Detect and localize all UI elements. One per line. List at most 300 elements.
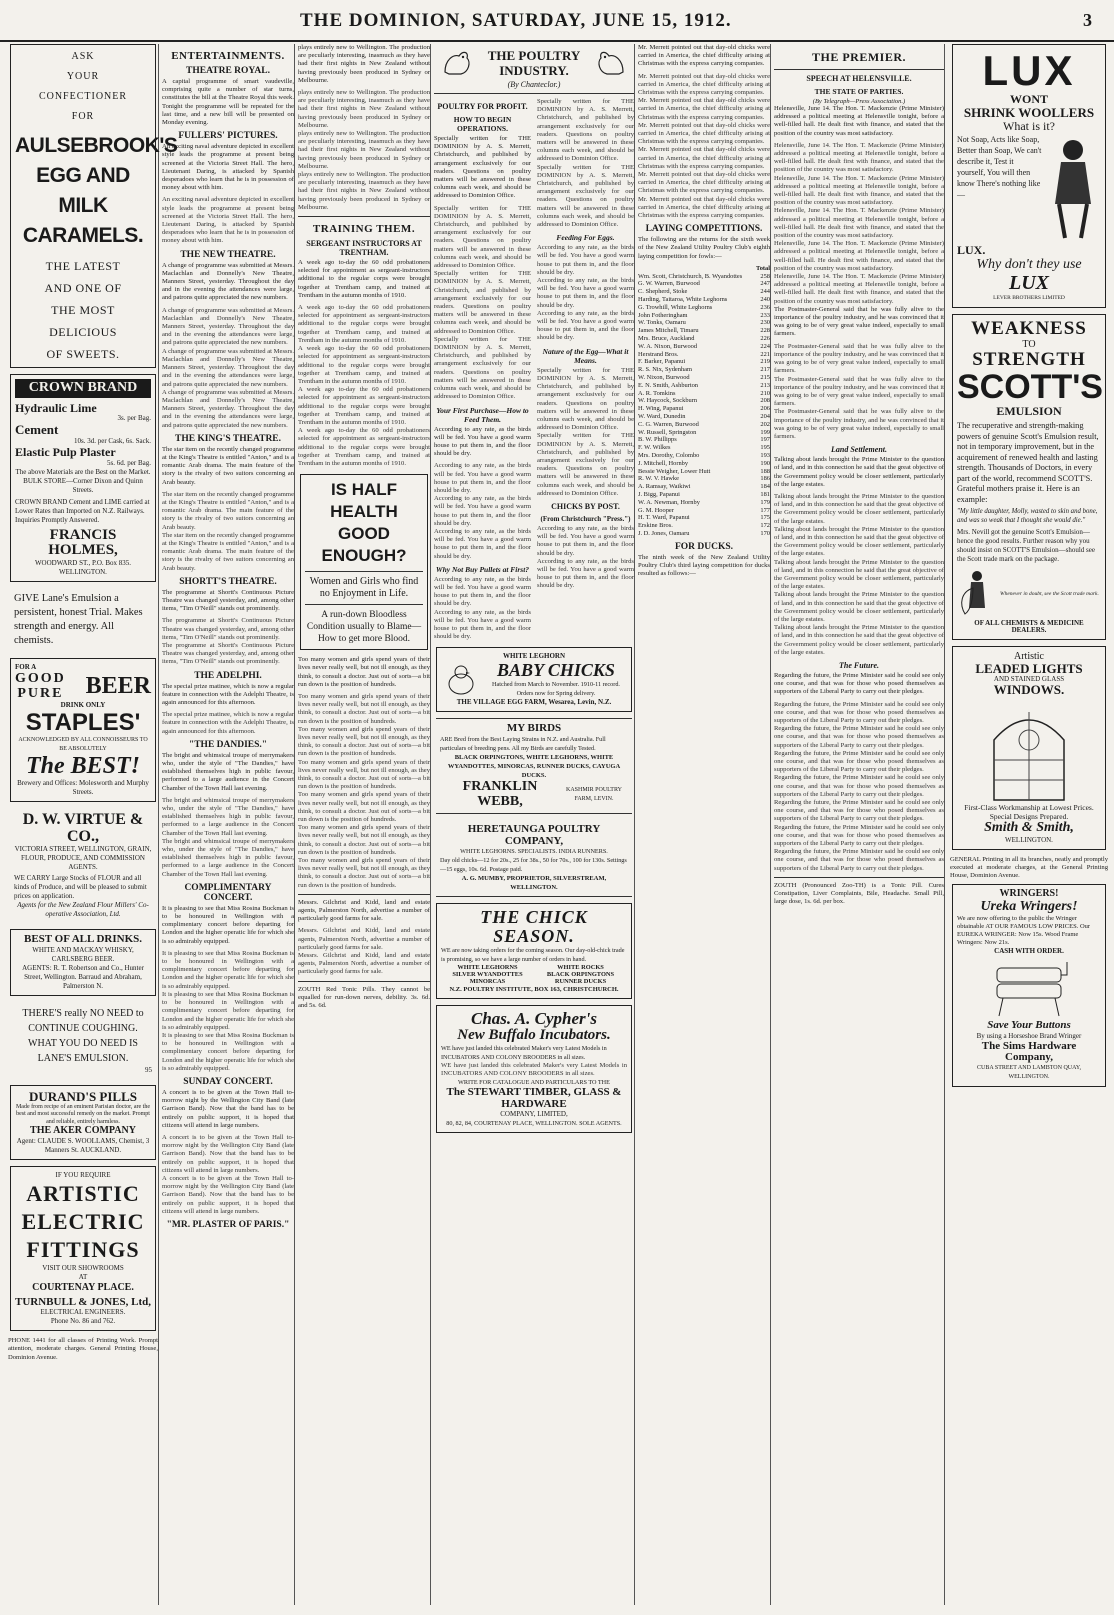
article-paragraph: According to any rate, as the birds will be fed. You have a good warm house to put them in, and the floor should be dry. [537, 524, 634, 557]
laying-result-row [638, 468, 770, 476]
ad-line: WRITE FOR CATALOGUE AND PARTICULARS TO THE [458, 1079, 610, 1087]
entrant-name: H. Wing, Papanui [638, 405, 684, 413]
entrant-name: B. W. Phillipps [638, 436, 677, 444]
article-paragraph: Helensville, June 14. The Hon. T. Mackenzie (Prime Minister) addressed a political meeting at Helensville tonight, before a well-filled hall. He dealt first with finance, and stated that the position of the country was most satisfactory. [774, 174, 944, 207]
laying-result-row [638, 351, 770, 359]
ad-headline: WRINGERS! [999, 888, 1059, 900]
breed-item: SILVER WYANDOTTES [452, 971, 523, 979]
article-paragraph: A week ago to-day the 60 odd probationers selected for appointment as sergeant-instructors additional to the regular corps were brought together at Trentham camp, and trained at Trentham in the autumn months of 1910. [298, 386, 430, 426]
article-paragraph: The special prize matinee, which is now a regular feature in connection with the Adelphi Theatre, is again announced for this afternoon. [162, 682, 294, 706]
article-paragraph: A change of programme was submitted at Messrs. Maclachlan and Donnelly's New Theatre, Manners Street, yesterday. Throughout the day and in the evening the attendances were large, and patrons quite appreciated the new numbers. [162, 388, 294, 429]
column-poultry-cont [638, 44, 771, 1605]
laying-result-row [638, 366, 770, 374]
entrant-name: Herstrand Bros. [638, 350, 679, 358]
article-paragraph: The bright and whimsical troupe of merrymakers who, under the style of "The Dandies," have established themselves high in public favour, performed to a large audience in the Concert Chamber of the Town Hall last evening. [162, 796, 294, 837]
laying-result-row [638, 382, 770, 390]
page-number: 3 [1083, 10, 1092, 30]
ad-headline: The BEST! [25, 752, 141, 779]
article-paragraph: Regarding the future, the Prime Minister said he could see only one course, and that was for those who posed themselves as supporters of the Liberal Party to carry out their pledges. [774, 823, 944, 848]
baby-chicks-ad [436, 647, 632, 712]
ad-headline: BEST OF ALL DRINKS. [24, 933, 142, 946]
breed-item: RUNNER DUCKS [554, 978, 607, 986]
laying-result-row [638, 499, 770, 507]
advertiser-address: WOODWARD ST., P.O. Box 835. WELLINGTON. [34, 559, 132, 577]
laying-result-row [638, 335, 770, 343]
advertiser-address: KASHMIR POULTRY FARM, LEVIN. [566, 786, 622, 802]
breed-item: BLACK ORPINGTONS [546, 971, 615, 979]
ad-body: The recuperative and strength-making powers of genuine Scott's Emulsion result, not in temporary improvement, but in the acquirement of renewed health and lasting strength. Thousands of Doctors, in every part of the world, recommend SCOTT'S. Grateful mothers praise it. Here is an example: [957, 421, 1099, 504]
electric-fittings-ad [10, 1166, 156, 1332]
article-paragraph: Regarding the future, the Prime Minister said he could see only one course, and that was for those who posed themselves as supporters of the Liberal Party to carry out their pledges. [774, 700, 944, 725]
ad-body: WE are now taking orders for the coming season. Our day-old-chick trade is promising, so we have a large number of orders in hand. [441, 947, 625, 964]
laying-result-row [638, 319, 770, 327]
ad-body: Mrs. Nevill got the genuine Scott's Emulsion—hence the good results. Further reason why you should insist on SCOTT'S Emulsion—should see the Scott trade mark on the package. [957, 528, 1095, 564]
entrant-total: 226 [760, 335, 770, 343]
ad-line: LANE'S EMULSION. [37, 1052, 129, 1064]
ad-headline: New Buffalo Incubators. [457, 1026, 611, 1043]
divider [298, 894, 430, 895]
subheading: FULLERS' PICTURES. [178, 131, 278, 142]
article-paragraph: The Postmaster-General said that he was fully alive to the importance of the poultry industry, and he was convinced that it was going to be of very great value indeed, especially to small farmers. [774, 375, 944, 408]
laying-result-row [638, 413, 770, 421]
virtue-ad [10, 808, 156, 924]
ad-note: The above Materials are the Best on the Market. [15, 467, 151, 476]
subheading: (By Telegraph—Press Association.) [812, 98, 906, 105]
subheading: "MR. PLASTER OF PARIS." [166, 1219, 290, 1230]
article-paragraph: The Postmaster-General said that he was fully alive to the importance of the poultry industry, and he was convinced that it was going to be of very great value indeed, especially to small farmers. [774, 305, 944, 338]
ad-line: LEVER BROTHERS LIMITED [993, 294, 1065, 301]
subheading: SHORTT'S THEATRE. [179, 576, 277, 587]
aulsebrook-ad [10, 44, 178, 368]
laying-result-row [638, 288, 770, 296]
entrant-total: 228 [760, 327, 770, 335]
article-paragraph: Regarding the future, the Prime Minister said he could see only one course, and that was for those who posed themselves as supporters of the Liberal Party to carry out their pledges. [774, 774, 944, 798]
section-heading: TRAINING THEM. [312, 223, 416, 236]
laying-result-row [638, 390, 770, 398]
ad-headline: WEAKNESS [971, 317, 1087, 339]
breed-item: WHITE LEGHORNS [457, 964, 518, 972]
entrant-total: 179 [760, 498, 770, 506]
laying-result-row [638, 530, 770, 538]
laying-result-row [638, 405, 770, 413]
article-paragraph: plays entirely new to Wellington. The production are peculiarly interesting, inasmuch as they have had their first nights in New Zealand without having previously been produced in Sydney or Melbourne. [298, 130, 430, 170]
subheading: Your First Purchase—How to Feed Them. [436, 405, 529, 424]
entrant-name: A. Ramsay, Waikiwi [638, 483, 691, 491]
article-paragraph: A concert is to be given at the Town Hall to-morrow night by the Wellington City Band (late Garrison Band). Now that the band has to be entirely on public support, it is hoped that citizens will attend in large numbers. [162, 1174, 294, 1215]
subheading: SPEECH AT HELENSVILLE. [806, 74, 912, 83]
ad-note: Whenever in doubt, see the Scott trade mark. [1000, 590, 1099, 597]
section-heading: THE POULTRY INDUSTRY. [487, 48, 581, 78]
ad-line: DRINK ONLY [60, 701, 106, 710]
laying-result-row [638, 312, 770, 320]
printing-notice: PHONE 1441 for all classes of Printing Work. Prompt attention, moderate charges. General Printing House, Dominion Avenue. [8, 1337, 158, 1361]
article-paragraph: The star item on the recently changed programme at the King's Theatre is entitled "Anton," and is a romantic Arab drama. The main feature of the story is the rivalry of two suitors concerning an Arab beauty. [162, 445, 294, 486]
article-paragraph: Talking about lands brought the Prime Minister to the question of land, and in this connection he said that the great objective of the Government policy would be closer settlement, particularly of the large estates. [774, 525, 944, 558]
entrant-total: 206 [760, 405, 770, 413]
ad-line: By using a Horseshoe Brand Wringer [976, 1031, 1082, 1040]
article-paragraph: Too many women and girls spend years of their lives never really well, but not ill enough, as they think, to consult a doctor. Just out of sorts—a bit run down is the position of hundreds. [298, 692, 430, 725]
product-price: 5s. 6d. per Bag. [107, 458, 151, 467]
laying-result-row [638, 343, 770, 351]
ad-line: What is it? [1003, 119, 1055, 134]
entrant-name: Erskine Bros. [638, 522, 673, 530]
wringer-illustration-icon [989, 958, 1069, 1018]
laying-result-row [638, 460, 770, 468]
article-paragraph: The star item on the recently changed programme at the King's Theatre is entitled "Anton," and is a romantic Arab drama. The main feature of the story is the rivalry of two suitors concerning an Arab beauty. [162, 531, 294, 572]
subheading: THE ADELPHI. [194, 670, 262, 681]
laying-result-row [638, 491, 770, 499]
entrant-total: 195 [760, 444, 770, 452]
ad-line: WHITE AND MACKAY WHISKY, [32, 945, 134, 954]
article-paragraph: Mr. Merrett pointed out that day-old chicks were carried in America, the chief difficulty arising at Christmas with the express carrying companies. [638, 195, 770, 220]
sims-wringer-ad [952, 884, 1106, 1087]
article-paragraph: Messrs. Gilchrist and Kidd, land and estate agents, Palmerston North, advertise a number of particularly good farms for sale. [298, 898, 430, 923]
entrant-total: 258 [760, 272, 770, 280]
ad-line: YOUR [66, 71, 100, 82]
entrant-name: F. Barker, Papanui [638, 358, 686, 366]
ad-line: CONFECTIONER [38, 91, 128, 102]
ad-line: First-Class Workmanship at Lowest Prices. [964, 803, 1094, 813]
stained-glass-window-icon [984, 700, 1074, 800]
article-paragraph: Specially written for THE DOMINION by A. S. Merrett, Christchurch, and published by arrangement exclusively for our readers. Questions on poultry matters will be answered in these columns each week, and should be addressed to Dominion Office. [434, 270, 531, 335]
article-paragraph: According to any rate, as the birds will be fed. You have a good warm house to put them in, and the floor should be dry. [434, 495, 531, 527]
laying-result-row [638, 358, 770, 366]
article-paragraph: Specially written for THE DOMINION by A. S. Merrett, Christchurch, and published by arrangement exclusively for our readers. Questions on poultry matters will be answered in these columns each week, and should be addressed to Dominion Office. [537, 98, 634, 163]
article-paragraph: An exciting naval adventure depicted in excellent style leads the programme at present being screened at the Victoria Street Hall. The hero, Lieutenant Daring, is attacked by Spanish desperadoes who learn that he is in possession of money about with him. [162, 196, 294, 245]
product-name: Cement [15, 422, 59, 438]
advertiser-address: Agent: CLAUDE S. WOOLLAMS, Chemist, 3 Manners St. AUCKLAND. [16, 1136, 150, 1154]
article-paragraph: According to any rate, as the birds will be fed. You have a good warm house to put them in, and the floor should be dry. [434, 462, 531, 494]
laying-result-row [638, 280, 770, 288]
ad-line: CASH WITH ORDER. [994, 947, 1064, 956]
article-paragraph: Specially written for THE DOMINION by A. S. Merrett, Christchurch, and published by arrangement exclusively for our readers. Questions on poultry matters will be answered in these columns each week, and should be addressed to Dominion Office. [434, 135, 531, 200]
ad-line: IF YOU REQUIRE [55, 1170, 111, 1179]
entrant-name: W. Haycock, Sockburn [638, 397, 698, 405]
article-paragraph: Too many women and girls spend years of their lives never really well, but not ill enough, as they think, to consult a doctor. Just out of sorts—a bit run down is the position of hundreds. [298, 725, 430, 758]
article-paragraph: According to any rate, as the birds will be fed. You have a good warm house to put them in, and the floor should be dry. [434, 575, 531, 608]
article-paragraph: Talking about lands brought the Prime Minister to the question of land, and in this connection he said that the great objective of the Government policy would be closer settlement, particularly of the large estates. [774, 591, 944, 623]
ad-headline: GOOD ENOUGH? [321, 524, 407, 566]
column-advertisements-left [8, 44, 178, 1605]
entrant-name: Mrs. Bruce, Auckland [638, 335, 695, 343]
subheading: POULTRY FOR PROFIT. [437, 102, 528, 111]
advertiser-address: 80, 82, 84, COURTENAY PLACE, WELLINGTON. SOLE AGENTS. [446, 1120, 622, 1128]
my-birds-ad [436, 718, 632, 814]
ad-line: ASK [71, 51, 95, 62]
ad-line: FOR [71, 111, 95, 122]
entrant-total: 172 [760, 522, 770, 530]
entrant-name: C. Shepherd, Stoke [638, 288, 688, 296]
article-paragraph: Mr. Merrett pointed out that day-old chicks were carried in America, the chief difficulty arising at Christmas with the express carrying companies. [638, 72, 770, 97]
entrant-total: 177 [760, 506, 770, 514]
ad-headline: LUX [1009, 271, 1049, 294]
ad-quote: "My little daughter, Molly, wasted to skin and bone, and was so weak that I thought she would die." [957, 508, 1098, 524]
coughing-ad [10, 1002, 156, 1079]
ad-line: Phone No. 86 and 762. [50, 1317, 116, 1326]
ad-line: Artistic [1014, 650, 1044, 662]
lux-ad [952, 44, 1106, 308]
ad-headline: WINDOWS. [993, 682, 1065, 698]
ad-line: THE MOST [51, 303, 115, 317]
entrant-total: 244 [760, 288, 770, 296]
ad-line: LUX. [957, 243, 986, 258]
entrant-name: H. T. Ward, Papanui [638, 514, 690, 522]
article-paragraph: The Postmaster-General said that he was fully alive to the importance of the poultry industry, and he was convinced that it was going to be of very great value indeed, especially to small farmers. [774, 342, 944, 375]
leaded-lights-ad [952, 646, 1106, 850]
entrant-total: 247 [760, 280, 770, 288]
breed-item: MINORCAS [469, 978, 506, 986]
laying-result-row [638, 436, 770, 444]
entrant-name: F. W. Wilkes [638, 444, 671, 452]
laying-result-row [638, 514, 770, 522]
entrant-name: W. Russell, Springston [638, 428, 697, 436]
advertiser-name: D. W. VIRTUE & CO., [22, 810, 144, 845]
heretaunga-ad [436, 820, 632, 897]
ad-line: AND ONE OF [44, 281, 122, 295]
article-paragraph: A week ago to-day the 60 odd probationers selected for appointment as sergeant-instructors additional to the regular corps were brought together at Trentham camp, and trained at Trentham in the autumn months of 1910. [298, 304, 430, 344]
masthead [0, 0, 1114, 42]
ad-body: AGENTS: R. T. Robertson and Co., Hunter Street, Wellington. Barraud and Abraham, Palmerston N. [22, 963, 144, 990]
article-paragraph: Specially written for THE DOMINION by A. S. Merrett, Christchurch, and published by arrangement exclusively for our readers. Questions on poultry matters will be answered in these columns each week, and should be addressed to Dominion Office. [537, 163, 634, 229]
entrant-total: 221 [760, 350, 770, 358]
entrant-total: 224 [760, 342, 770, 350]
article-paragraph: It is pleasing to see that Miss Rosina Buckman is to be honoured in Wellington with a complimentary concert before departing for London and the higher operatic life for which she is so admirably equipped. [162, 990, 294, 1031]
entrant-total: 217 [760, 366, 770, 374]
column-entertainments-cont [298, 44, 431, 1605]
entrant-name: W. Tonks, Oamaru [638, 319, 686, 327]
laying-result-row [638, 304, 770, 312]
entrant-total: 236 [760, 303, 770, 311]
article-paragraph: The ninth week of the New Zealand Utility Poultry Club's third laying competition for ducks resulted as follows:— [638, 553, 770, 578]
article-paragraph: The star item on the recently changed programme at the King's Theatre is entitled "Anton," and is a romantic Arab drama. The main feature of the story is the rivalry of two suitors concerning an Arab beauty. [162, 490, 294, 531]
article-paragraph: The bright and whimsical troupe of merrymakers who, under the style of "The Dandies," have established themselves high in public favour, performed to a large audience in the Concert Chamber of the Town Hall last evening. [162, 751, 294, 792]
divider [298, 216, 430, 217]
product-name: Elastic Pulp Plaster [15, 444, 116, 459]
entrant-name: Wm. Scott, Christchurch, B. Wyandottes [638, 272, 743, 280]
article-paragraph: Regarding the future, the Prime Minister said he could see only one course, and that was for those who posed themselves as supporters of the Liberal Party to carry out their pledges. [774, 848, 944, 872]
entrant-name: A. R. Tomkins [638, 389, 676, 397]
advertiser-address: CUBA STREET AND LAMBTON QUAY, WELLINGTON. [977, 1064, 1081, 1080]
laying-result-row [638, 429, 770, 437]
article-paragraph: plays entirely new to Wellington. The production are peculiarly interesting, inasmuch as they have had their first nights in New Zealand without having previously been produced in Sydney or Melbourne. [298, 171, 430, 211]
ad-body: Not Soap, Acts like Soap, Better than Soap, We can't describe it, Test it yourself, You will then know There's nothing like— [957, 135, 1042, 200]
stats-header-total: Total [756, 264, 770, 272]
column-poultry [434, 44, 635, 1605]
entrant-name: J. D. Jones, Oamaru [638, 529, 690, 537]
ad-headline: DURAND'S PILLS [29, 1088, 137, 1104]
ad-line: SHRINK WOOLLERS [963, 104, 1095, 120]
ad-body: WE CARRY Large Stocks of FLOUR and all kinds of Produce, and will be pleased to submit prices on application. [14, 874, 147, 901]
entrant-name: G. W. Warren, Burwood [638, 280, 700, 288]
ad-body: We are now offering to the public the Wringer obtainable AT OUR FAMOUS LOW PRICES. Our EUREKA WRINGER: Now 15s. Wood Frame Wringers: Now 21s. [957, 914, 1091, 947]
subheading: FOR DUCKS. [674, 541, 734, 552]
ad-subheading: A run-down Bloodless Condition usually to Blame—How to get more Blood. [306, 610, 422, 645]
entrant-name: W. A. Newman, Hornby [638, 498, 700, 506]
article-paragraph: Too many women and girls spend years of their lives never really well, but not ill enough, as they think, to consult a doctor. Just out of sorts—a bit run down is the position of hundreds. [298, 824, 430, 856]
ad-line: WHITE LEGHORNS. SPECIALISTS. INDIA RUNNERS. [460, 848, 608, 856]
article-paragraph: According to any rate, as the birds will be fed. You have a good warm house to put them in, and the floor should be dry. [537, 277, 634, 309]
entrant-name: R. S. Nix, Sydenham [638, 366, 692, 374]
laying-result-row [638, 397, 770, 405]
article-paragraph: Talking about lands brought the Prime Minister to the question of land, and in this connection he said that the great objective of the Government policy would be closer settlement, particularly of the large estates. [774, 492, 944, 525]
article-paragraph: Regarding the future, the Prime Minister said he could see only one course, and that was for those who posed themselves as supporters of the Liberal Party to carry out their pledges. [774, 672, 944, 696]
ad-headline: IS HALF HEALTH [330, 480, 398, 522]
advertiser-address: VICTORIA STREET, WELLINGTON, GRAIN, FLOUR, PRODUCE, AND COMMISSION AGENTS. [14, 845, 152, 872]
divider [434, 93, 634, 94]
column-entertainments [162, 44, 295, 1605]
ad-headline: EGG AND MILK [36, 164, 130, 217]
article-paragraph: The special prize matinee, which is now a regular feature in connection with the Adelphi Theatre, is again announced for this afternoon. [162, 711, 294, 735]
divider [305, 571, 423, 572]
ad-body: ARE Bred from the Best Laying Strains in N.Z. and Australia. Full particulars of breeding pens. All my Birds are carefully Tested. [440, 735, 606, 752]
ad-line: OF SWEETS. [46, 347, 120, 361]
ad-headline: SCOTT'S [957, 367, 1103, 406]
laying-result-row [638, 374, 770, 382]
entrant-total: 175 [760, 514, 770, 522]
entrant-total: 219 [760, 358, 770, 366]
fisherman-trademark-icon [957, 568, 997, 620]
article-paragraph: The programme at Shortt's Continuous Picture Theatre was changed yesterday, and, among other items, "Tim O'Neill" stands out prominently. [162, 588, 294, 613]
breed-item: WHITE ROCKS [557, 964, 604, 972]
subheading: THE STATE OF PARTIES. [814, 87, 904, 96]
ad-line: COMPANY, LIMITED, [500, 1110, 568, 1119]
ad-headline: ELECTRIC [21, 1208, 145, 1234]
drinks-ad [10, 929, 156, 996]
laying-result-row [638, 507, 770, 515]
article-paragraph: An exciting naval adventure depicted in excellent style leads the programme at present being screened at the Victoria Street Hall. The hero, Lieutenant Daring, is attacked by Spanish desperadoes who learn that he is in possession of money about with him. [162, 143, 294, 192]
entrant-total: 184 [760, 483, 770, 491]
article-paragraph: A week ago to-day the 60 odd probationers selected for appointment as sergeant-instructors additional to the regular corps were brought together at Trentham camp, and trained at Trentham in the autumn months of 1910. [298, 345, 430, 385]
entrant-total: 208 [760, 397, 770, 405]
advertiser-name: FRANCIS HOLMES, [48, 526, 118, 559]
article-paragraph: According to any rate, as the birds will be fed. You have a good warm house to put them in, and the floor should be dry. [434, 527, 531, 560]
subheading: Why Not Buy Pullets at First? [435, 564, 530, 574]
entrant-total: 210 [760, 389, 770, 397]
advertiser-name: The STEWART TIMBER, GLASS & HARDWARE [446, 1086, 622, 1110]
ad-line: OF ALL CHEMISTS & MEDICINE DEALERS. [974, 619, 1084, 635]
ad-line: ELECTRICAL ENGINEERS. [40, 1308, 126, 1317]
ad-headline: BABY CHICKS [497, 660, 615, 681]
product-price: 3s. per Bag. [117, 414, 151, 423]
article-paragraph: Specially written for THE DOMINION by A. S. Merrett, Christchurch, and published by arrangement exclusively for our readers. Questions on poultry matters will be answered in these columns each week, and should be addressed to Dominion Office. [537, 366, 634, 432]
article-paragraph: According to any rate, as the birds will be fed. You have a good warm house to put them in, and the floor should be dry. [537, 309, 634, 342]
ad-body: Day old chicks—12 for 20s., 25 for 38s., 50 for 70s., 100 for 130s. Settings—15 eggs, 10s. 6d. Postage paid. [440, 857, 627, 874]
article-paragraph: Talking about lands brought the Prime Minister to the question of land, and in this connection he said that the great objective of the Government policy would be closer settlement, particularly of the large estates. [774, 624, 944, 656]
laying-result-row [638, 296, 770, 304]
subheading: Land Settlement. [831, 445, 887, 455]
printing-notice: GENERAL Printing in all its branches, neatly and promptly executed at moderate charges, at the General Printing House, Dominion Avenue. [950, 855, 1108, 880]
ad-headline: STRENGTH [972, 348, 1086, 370]
article-paragraph: Specially written for THE DOMINION by A. S. Merrett, Christchurch, and published by arrangement exclusively for our readers. Questions on poultry matters will be answered in these columns each week, and should be addressed to Dominion Office. [434, 335, 531, 401]
article-paragraph: A concert is to be given at the Town Hall to-morrow night by the Wellington City Band (late Garrison Band). Now that the band has to be entirely on public support, it is hoped that citizens will attend in large numbers. [162, 1088, 294, 1129]
product-name: Hydraulic Lime [15, 400, 97, 415]
article-paragraph: plays entirely new to Wellington. The production are peculiarly interesting, inasmuch as they have had their first nights in New Zealand without having previously been produced in Sydney or Melbourne. [298, 89, 430, 129]
article-paragraph: According to any rate, as the birds will be fed. You have a good warm house to put them in, and the floor should be dry. [434, 608, 531, 641]
article-paragraph: plays entirely new to Wellington. The production are peculiarly interesting, inasmuch as they have had their first nights in New Zealand without having previously been produced in Sydney or Melbourne. [298, 44, 430, 84]
ad-line: ACKNOWLEDGED BY ALL CONNOISSEURS TO BE ABSOLUTELY [18, 736, 148, 752]
entrant-name: C. G. Warren, Burwood [638, 420, 699, 428]
laying-result-row [638, 327, 770, 335]
article-paragraph: Specially written for THE DOMINION by A. S. Merrett, Christchurch, and published by arrangement exclusively for our readers. Questions on poultry matters will be answered in these columns each week, and should be addressed to Dominion Office. [434, 204, 531, 270]
advertiser-name: THE AKER COMPANY [30, 1125, 136, 1137]
entrant-total: 188 [760, 467, 770, 475]
article-paragraph: Too many women and girls spend years of their lives never really well, but not ill enough, as they think, to consult a doctor. Just out of sorts—a bit run down is the position of hundreds. [298, 656, 430, 688]
entrant-name: G. M. Hooper [638, 506, 674, 514]
article-paragraph: Too many women and girls spend years of their lives never really well, but not ill enough, as they think, to consult a doctor. Just out of sorts—a bit run down is the position of hundreds. [298, 791, 430, 823]
subheading: (From Christchurch "Press.") [540, 514, 631, 523]
ad-line: PURE [17, 685, 64, 701]
advertiser-address: WELLINGTON. [1005, 835, 1053, 844]
ad-headline: THE CHICK SEASON. [480, 907, 588, 947]
article-paragraph: Helensville, June 14. The Hon. T. Mackenzie (Prime Minister) addressed a political meeting at Helensville tonight, before a well-filled hall. He dealt first with finance, and stated that the position of the country was most satisfactory. [774, 273, 944, 305]
article-paragraph: A change of programme was submitted at Messrs. Maclachlan and Donnelly's New Theatre, Manners Street, yesterday. Throughout the day and in the evening the attendances were large, and patrons quite appreciated the new numbers. [162, 347, 294, 388]
entrant-name: W. A. Nixon, Burwood [638, 342, 698, 350]
crown-brand-title: CROWN BRAND [15, 379, 151, 398]
entrant-name: Harding, Taitaroa, White Leghorns [638, 296, 728, 304]
subheading: THEATRE ROYAL. [186, 66, 270, 76]
ad-line: AT [78, 1272, 88, 1281]
entrant-name: Mrs. Dorothy, Colombo [638, 452, 700, 459]
article-paragraph: Regarding the future, the Prime Minister said he could see only one course, and that was for those who posed themselves as supporters of the Liberal Party to carry out their pledges. [774, 799, 944, 823]
article-paragraph: A capital programme of smart vaudeville, comprising quite a number of star turns, constitutes the bill at the Theatre Royal this week. Tonight the programme will be repeated for the last time, and a new bill will be presented on Monday evening. [162, 78, 294, 127]
entrant-name: J. Mitchell, Hornby [638, 459, 689, 467]
entrant-total: 170 [760, 529, 770, 537]
ad-headline: ARTISTIC [26, 1180, 140, 1206]
advertiser-address: N.Z. POULTRY INSTITUTE, BOX 163, CHRISTCHURCH. [449, 986, 619, 994]
article-paragraph: It is pleasing to see that Miss Rosina Buckman is to be honoured in Wellington with a complimentary concert before departing for London and the higher operatic life for which she is so admirably equipped. [162, 904, 294, 945]
advertiser-name: HERETAUNGA POULTRY COMPANY, [467, 823, 601, 847]
divider [774, 877, 944, 878]
article-paragraph: The following are the returns for the sixth week of the New Zealand Utility Poultry Club's eighth laying competition for fowls:— [638, 236, 770, 260]
laying-result-row [638, 475, 770, 483]
crown-brand-ad [10, 374, 156, 582]
ad-line: GOOD [15, 671, 66, 687]
laying-result-row [638, 421, 770, 429]
article-paragraph: It is pleasing to see that Miss Rosina Buckman is to be honoured in Wellington with a complimentary concert before departing for London and the higher operatic life for which she is so admirably equipped. [162, 1031, 294, 1072]
article-paragraph: Mr. Merrett pointed out that day-old chicks were carried in America, the chief difficulty arising at Christmas with the express carrying companies. [638, 97, 770, 121]
entrant-name: E. N. Smith, Ashburton [638, 381, 699, 389]
hen-icon [595, 46, 629, 80]
ad-headline: MY BIRDS [506, 722, 562, 735]
ad-line: 95 [145, 1065, 152, 1074]
article-paragraph: A week ago to-day the 60 odd probationers selected for appointment as sergeant-instructors additional to the regular corps were brought together at Trentham camp, and trained at Trentham in the autumn months of 1910. [298, 259, 430, 299]
subheading: COMPLIMENTARY CONCERT. [184, 882, 272, 903]
entrant-total: 197 [760, 436, 770, 444]
entrant-name: James Mitchell, Timaru [638, 327, 699, 335]
ad-body: CROWN BRAND Cement and LIME carried at Lower Rates than Imported on N.Z. Railways. Inquiries Promptly Answered. [15, 497, 150, 524]
ad-line: WHITE LEGHORN [502, 652, 566, 661]
ad-line: EMULSION [996, 404, 1062, 419]
ad-line: TO [1022, 338, 1036, 350]
scotts-emulsion-ad [952, 314, 1106, 640]
laying-results-list [638, 273, 770, 538]
zouth-notice: ZOUTH Red Tonic Pills. They cannot be equalled for run-down nerves, debility. 3s. 6d. and 5s. 6d. [298, 985, 430, 1010]
cypher-incubator-ad [436, 1005, 632, 1133]
entrant-total: 230 [760, 319, 770, 327]
subheading: Feeding For Eggs. [556, 233, 615, 243]
entrant-total: 186 [760, 475, 770, 483]
article-paragraph: Specially written for THE DOMINION by A. S. Merrett, Christchurch, and published by arrangement exclusively for our readers. Questions on poultry matters will be answered in these columns each week, and should be addressed to Dominion Office. [537, 432, 634, 497]
article-paragraph: Messrs. Gilchrist and Kidd, land and estate agents, Palmerston North, advertise a number of particularly good farms for sale. [298, 952, 430, 976]
rooster-icon [439, 46, 473, 80]
divider [305, 604, 423, 605]
article-paragraph: Regarding the future, the Prime Minister said he could see only one course, and that was for those who posed themselves as supporters of the Liberal Party to carry out their pledges. [774, 749, 944, 774]
ad-line: FOR A [15, 663, 37, 672]
ad-line: VISIT OUR SHOWROOMS [42, 1263, 124, 1272]
ad-body: GIVE Lane's Emulsion a persistent, honest Trial. Makes strength and energy. All chemists. [14, 593, 143, 647]
entrant-total: 181 [760, 490, 770, 498]
ad-headline: LEADED LIGHTS [975, 660, 1083, 676]
